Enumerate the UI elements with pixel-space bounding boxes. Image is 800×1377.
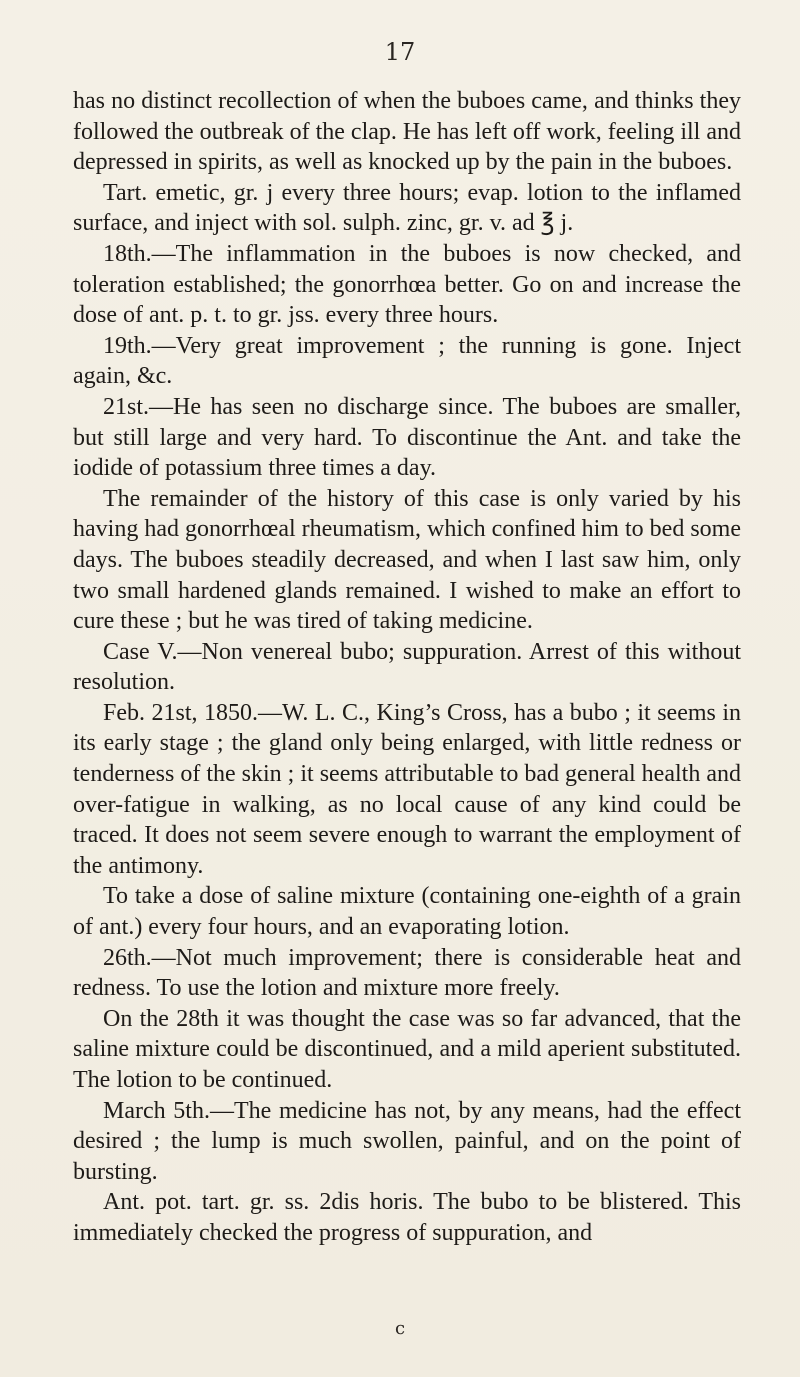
paragraph: 18th.—The inflammation in the buboes is now checked, and toleration established; the gonorrhœa better. Go on and increase the dose of ant. p. t. to gr. jss. every three hours. <box>73 240 741 329</box>
paragraph: March 5th.—The medicine has not, by any means, had the effect desired ; the lump is much swollen, painful, and on the point of bursting. <box>73 1097 741 1185</box>
paragraph: 21st.—He has seen no discharge since. The buboes are smaller, but still large and very hard. To discontinue the Ant. and take the iodide of potassium three times a day. <box>73 393 741 482</box>
paragraph: Ant. pot. tart. gr. ss. 2dis horis. The bubo to be blistered. This immediately checked the progress of suppuration, and <box>73 1189 741 1246</box>
paragraph: The remainder of the history of this case is only varied by his having had gonorrhœal rheumatism, which confined him to bed some days. The buboes steadily decreased, and when I last saw him, only two small hardened glands remained. I wished to make an effort to cure these ; but he was tired of taking medicine. <box>73 485 741 635</box>
paragraph: On the 28th it was thought the case was so far advanced, that the saline mixture could be discontinued, and a mild aperient substituted. The lotion to be continued. <box>73 1005 741 1093</box>
paragraph: Feb. 21st, 1850.—W. L. C., King’s Cross, has a bubo ; it seems in its early stage ; the gland only being enlarged, with little redness or tenderness of the skin ; it seems attributable to bad general health and over-fatigue in walking, as no local cause of any kind could be traced. It does not seem severe enough to warrant the employment of the antimony. <box>73 699 741 879</box>
paragraph: has no distinct recollection of when the buboes came, and thinks they followed the outbreak of the clap. He has left off work, feeling ill and depressed in spirits, as well as knocked up by the pain in the buboes. <box>73 88 742 176</box>
paragraph: 19th.—Very great improvement ; the running is gone. Inject again, &c. <box>73 332 741 390</box>
paragraph: Tart. emetic, gr. j every three hours; evap. lotion to the inflamed surface, and inject with sol. sulph. zinc, gr. v. ad ℥ j. <box>73 179 741 237</box>
paragraph: To take a dose of saline mixture (containing one-eighth of a grain of ant.) every four hours, and an evaporating lotion. <box>73 883 741 941</box>
body-text <box>73 86 741 1249</box>
page-number: 17 <box>384 38 416 66</box>
case-heading: Case V.—Non venereal bubo; suppuration. Arrest of this without resolution. <box>73 638 741 696</box>
signature-mark: c <box>394 1318 406 1339</box>
paragraph: 26th.—Not much improvement; there is considerable heat and redness. To use the lotion and mixture more freely. <box>73 944 741 1002</box>
